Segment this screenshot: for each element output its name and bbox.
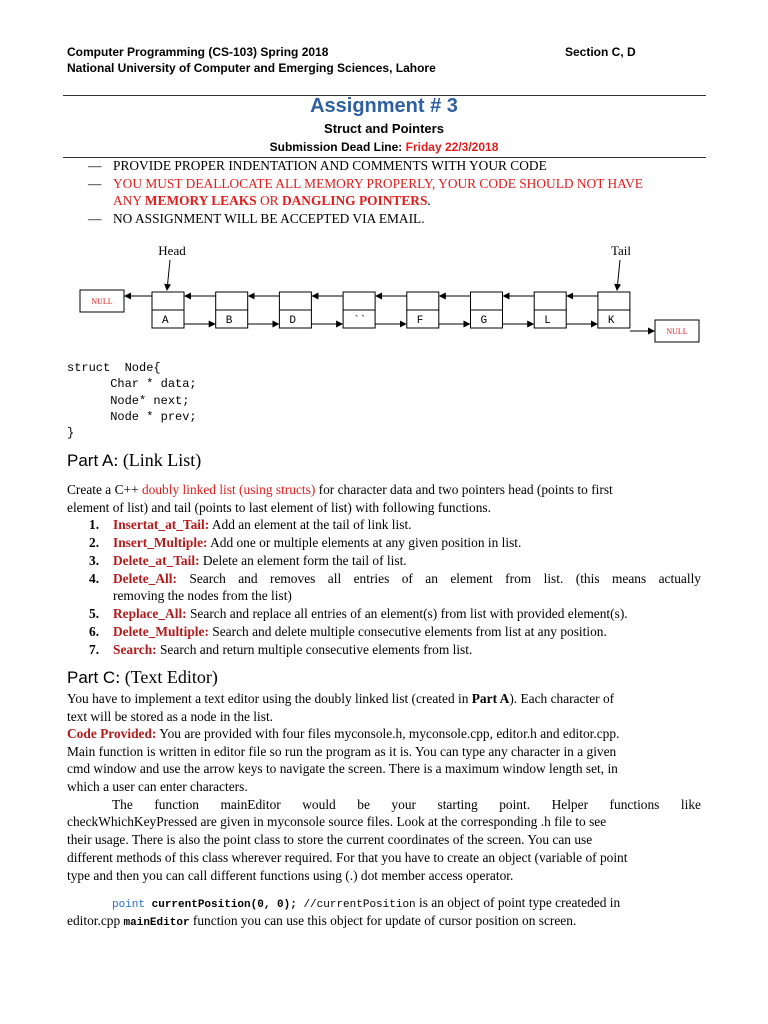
item-name: Insertat_at_Tail:	[113, 517, 210, 532]
part-c-line: which a user can enter characters.	[67, 779, 248, 794]
node-prev-cell	[471, 292, 503, 310]
part-c-heading	[67, 667, 218, 688]
tail-label: Tail	[610, 243, 632, 258]
node-prev-cell	[598, 292, 630, 310]
part-c-line: different methods of this class wherever required. For that you have to create an object (variable of point	[67, 850, 628, 865]
item-desc: Search and replace all entries of an element(s) from list with provided element(s).	[186, 606, 628, 621]
node-label: K	[607, 315, 615, 327]
node-prev-cell	[152, 292, 184, 310]
node-group	[125, 292, 654, 331]
code-keyword: point	[112, 899, 146, 911]
null-left-label: NULL	[91, 297, 113, 306]
part-c-line	[67, 725, 701, 743]
item-desc: Search and removes all entries of an element from list. (this means actually	[176, 571, 701, 586]
item-name: Search:	[113, 642, 157, 657]
item-number: 3.	[89, 553, 100, 568]
university-header: National University of Computer and Emerging Sciences, Lahore	[67, 61, 436, 75]
item-number: 4.	[89, 571, 100, 586]
item-desc: Search and return multiple consecutive elements from list.	[156, 642, 473, 657]
item-number: 7.	[89, 642, 100, 657]
rule-item	[88, 157, 547, 174]
code-line: struct Node{	[67, 361, 161, 375]
node-label: B	[225, 315, 233, 327]
rule-text: PROVIDE PROPER INDENTATION AND COMMENTS WITH YOUR CODE	[113, 158, 547, 173]
part-c-title: : (Text Editor)	[115, 667, 218, 687]
item-name: Delete_at_Tail:	[113, 553, 200, 568]
linked-list-diagram	[0, 238, 768, 358]
item-name: Delete_Multiple:	[113, 624, 209, 639]
part-a-function-list	[0, 516, 768, 661]
rule-item	[88, 210, 425, 227]
node-prev-cell	[279, 292, 311, 310]
head-arrow	[167, 260, 170, 290]
deadline-date: Friday 22/3/2018	[405, 140, 499, 154]
part-c-line: their usage. There is also the point class to store the current coordinates of the screen. You can use	[67, 832, 593, 847]
node-label: G	[480, 315, 488, 327]
memory-leaks-text: MEMORY LEAKS	[144, 193, 257, 208]
item-number: 1.	[89, 517, 100, 532]
part-a-label: Part A	[67, 451, 114, 470]
part-c-line: checkWhichKeyPressed are given in myconsole source files. Look at the corresponding .h file to see	[67, 814, 607, 829]
rule-text: ANY	[113, 193, 145, 208]
node-label: ``	[353, 315, 367, 327]
part-c-text: function you can use this object for update of cursor position on screen.	[189, 913, 577, 928]
assignment-subtitle: Struct and Pointers	[324, 121, 444, 136]
code-line: Node * prev;	[67, 410, 197, 424]
item-desc: Add one or multiple elements at any given position in list.	[207, 535, 522, 550]
node-label: L	[544, 315, 551, 327]
rule-text: NO ASSIGNMENT WILL BE ACCEPTED VIA EMAIL.	[113, 211, 425, 226]
node-label: A	[162, 315, 169, 327]
code-call: currentPosition(0, 0);	[145, 899, 297, 911]
tail-arrow	[617, 260, 620, 290]
assignment-title: Assignment # 3	[310, 95, 458, 117]
code-function-name: mainEditor	[123, 917, 190, 929]
node-prev-cell	[534, 292, 566, 310]
rule-dash: —	[88, 211, 102, 226]
code-comment: //currentPosition	[296, 899, 416, 911]
part-a-title: : (Link List)	[113, 450, 202, 470]
rule-item-continued	[113, 192, 431, 209]
item-name: Insert_Multiple:	[113, 535, 208, 550]
rule-text: YOU MUST DEALLOCATE ALL MEMORY PROPERLY, YOUR CODE SHOULD NOT HAVE	[113, 176, 643, 191]
node-label: D	[289, 315, 297, 327]
part-c-text: You have to implement a text editor using the doubly linked list (created in	[67, 691, 472, 706]
node-prev-cell	[216, 292, 248, 310]
intro-text: Create a C++	[67, 482, 142, 497]
dangling-pointers-text: DANGLING POINTERS	[281, 193, 428, 208]
node-prev-cell	[343, 292, 375, 310]
part-c-text: You are provided with four files myconsole.h, myconsole.cpp, editor.h and editor.cpp.	[156, 726, 620, 741]
submission-deadline	[0, 140, 768, 154]
part-c-line: cmd window and use the arrow keys to navigate the screen. There is a maximum window length set, in	[67, 761, 618, 776]
item-desc: removing the nodes from the list)	[113, 588, 292, 603]
code-line: Node* next;	[67, 394, 190, 408]
part-a-intro-line	[67, 481, 701, 499]
rule-text: OR	[256, 193, 282, 208]
item-name: Delete_All:	[113, 571, 177, 586]
item-desc: Search and delete multiple consecutive elements from list at any position.	[208, 624, 607, 639]
part-c-line	[67, 690, 701, 708]
null-right-label: NULL	[666, 327, 688, 336]
code-line: }	[67, 426, 75, 440]
item-number: 2.	[89, 535, 100, 550]
item-desc: Delete an element form the tail of list.	[199, 553, 407, 568]
item-name: Replace_All:	[113, 606, 187, 621]
part-c-text: editor.cpp	[67, 913, 124, 928]
node-label: F	[416, 315, 424, 327]
rule-dash: —	[88, 176, 102, 191]
rule-item	[88, 175, 643, 192]
item-number: 5.	[89, 606, 100, 621]
part-a-intro-line: element of list) and tail (points to last element of list) with following functions.	[67, 500, 491, 515]
item-desc: Add an element at the tail of link list.	[209, 517, 412, 532]
code-provided-label: Code Provided:	[67, 726, 157, 741]
part-c-line: The function mainEditor would be your starting point. Helper functions like	[112, 797, 701, 812]
part-c-line	[67, 912, 701, 933]
part-c-text: is an object of point type createded in	[415, 895, 621, 910]
intro-highlight: doubly linked list (using structs)	[141, 482, 316, 497]
code-line: Char * data;	[67, 377, 197, 391]
part-a-reference: Part A	[471, 691, 510, 706]
node-prev-cell	[407, 292, 439, 310]
rule-text: .	[427, 193, 431, 208]
course-header: Computer Programming (CS-103) Spring 2018	[67, 45, 329, 59]
part-c-text: ). Each character of	[509, 691, 615, 706]
part-c-line: Main function is written in editor file so run the program as it is. You can type any character in a given	[67, 744, 617, 759]
part-c-line: type and then you can call different functions using (.) dot member access operator.	[67, 868, 514, 883]
section-header: Section C, D	[565, 45, 636, 59]
part-a-heading	[67, 450, 201, 471]
rule-dash: —	[88, 158, 102, 173]
head-label: Head	[158, 243, 186, 258]
intro-text: for character data and two pointers head (points to first	[315, 482, 613, 497]
part-c-line: text will be stored as a node in the list.	[67, 709, 274, 724]
part-c-label: Part C	[67, 668, 116, 687]
deadline-label: Submission Dead Line:	[269, 140, 406, 154]
item-number: 6.	[89, 624, 100, 639]
